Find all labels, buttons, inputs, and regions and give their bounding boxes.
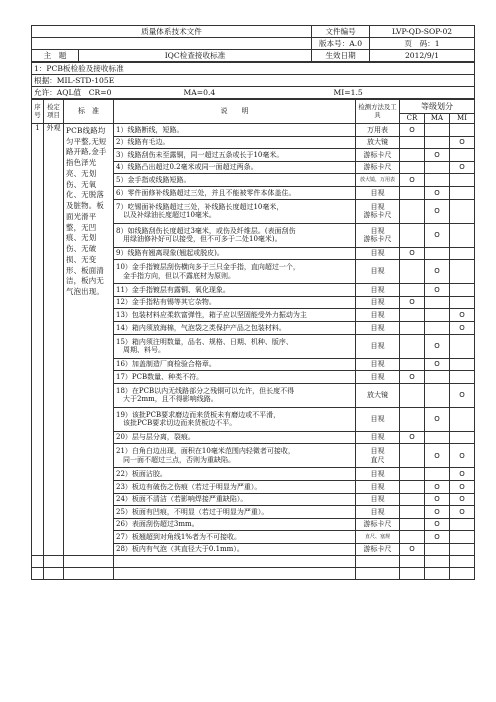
row-description: 6）零件面修补线路超过三处，并且不能被零件本体盖住。	[114, 186, 356, 199]
row-description: 26）表面刮伤超过3mm。	[114, 518, 356, 531]
subject-label: 主 题	[32, 50, 79, 62]
basis: 根据：MIL-STD-105E	[32, 75, 475, 87]
grade-ma-mark	[425, 371, 450, 384]
row-description: 9）线路有翘离现象(翘起或脱皮)。	[114, 247, 356, 260]
row-method: 目视	[356, 493, 400, 506]
grade-mi-mark: O	[450, 309, 475, 322]
grade-ma-mark: O	[425, 531, 450, 544]
grade-cr-mark	[400, 444, 425, 468]
grade-ma-mark: O	[425, 199, 450, 223]
grade-mi-mark	[450, 358, 475, 371]
row-method: 直尺、塞规	[356, 531, 400, 544]
grade-ma-mark: O	[425, 334, 450, 358]
grade-cr-mark	[400, 518, 425, 531]
row-method: 目视	[356, 321, 400, 334]
row-description: 23）板边有破伤之伤痕（若过于明显为严重）。	[114, 480, 356, 493]
blank-row	[32, 568, 475, 580]
group-item: 外观	[44, 124, 64, 556]
row-method: 目视 游标卡尺	[356, 199, 400, 223]
row-method: 目视	[356, 186, 400, 199]
row-method: 目视	[356, 506, 400, 519]
row-description: 13）包装材料应柔软富弹性，箱子应以坚固能受外力振动为主	[114, 309, 356, 322]
row-method: 目视	[356, 309, 400, 322]
grade-ma-mark	[425, 124, 450, 137]
row-method: 目视	[356, 480, 400, 493]
col-method: 检测方法及工具	[356, 100, 400, 124]
row-method: 目视	[356, 296, 400, 309]
grade-cr-mark	[400, 260, 425, 284]
effective-date: 2012/9/1	[370, 50, 475, 62]
row-method: 目视	[356, 431, 400, 444]
grade-mi-mark	[450, 296, 475, 309]
grade-ma-mark	[425, 309, 450, 322]
row-method: 放大镜	[356, 383, 400, 407]
row-description: 19）该批PCB要求磨边而来货板未有磨边或不平滑， 该批PCB要求切边而来货板边不平。	[114, 407, 356, 431]
grade-cr-mark	[400, 284, 425, 297]
col-seq: 序号	[32, 100, 44, 124]
version-label: 版本号：A.0	[312, 38, 370, 50]
col-ma: MA	[425, 114, 450, 124]
header-table	[31, 25, 475, 62]
row-description: 5）金手指或线路短路。	[114, 174, 356, 187]
row-method: 万用表	[356, 124, 400, 137]
col-desc: 说 明	[114, 100, 356, 124]
group-seq: 1	[32, 124, 44, 556]
doc-no-label: 文件编号	[312, 26, 370, 38]
row-description: 15）箱内须注明数量，品名、规格、日期、机种、版序、 周期、料号。	[114, 334, 356, 358]
table-row	[32, 124, 475, 137]
grade-mi-mark	[450, 531, 475, 544]
grade-mi-mark	[450, 407, 475, 431]
grade-cr-mark	[400, 506, 425, 519]
row-method: 目视	[356, 407, 400, 431]
grade-ma-mark: O	[425, 493, 450, 506]
grade-ma-mark: O	[425, 444, 450, 468]
subject: IQC检查接收标准	[79, 50, 312, 62]
row-description: 2）线路有毛边。	[114, 136, 356, 149]
row-method: 游标卡尺	[356, 543, 400, 556]
row-description: 17）PCB数量、种类不符。	[114, 371, 356, 384]
doc-no: LVP-QD-SOP-02	[370, 26, 475, 38]
grade-ma-mark: O	[425, 223, 450, 247]
info-table	[31, 62, 475, 99]
grade-mi-mark	[450, 199, 475, 223]
grade-mi-mark	[450, 149, 475, 162]
col-cr: CR	[400, 114, 425, 124]
grade-cr-mark: O	[400, 296, 425, 309]
grade-cr-mark	[400, 161, 425, 174]
grade-cr-mark	[400, 199, 425, 223]
grade-mi-mark	[450, 186, 475, 199]
grade-mi-mark	[450, 543, 475, 556]
grade-cr-mark: O	[400, 124, 425, 137]
row-description: 18）在PCB以内无线路部分之残铜可以允许，但长度不得 大于2mm，且不得影响线路。	[114, 383, 356, 407]
row-description: 12）金手指粘有锡等其它杂物。	[114, 296, 356, 309]
grade-cr-mark	[400, 531, 425, 544]
row-method: 游标卡尺	[356, 149, 400, 162]
col-grade: 等级划分	[400, 100, 475, 114]
grade-mi-mark: O	[450, 506, 475, 519]
grade-ma-mark: O	[425, 284, 450, 297]
row-description: 21）白角白边出现，面积在10毫米范围内轻微者可接收， 同一面不超过三点，否则为重缺陷。	[114, 444, 356, 468]
row-description: 11）金手指镀层有露铜、氧化现象。	[114, 284, 356, 297]
grade-mi-mark: O	[450, 493, 475, 506]
row-description: 16）加盖制造厂商检验合格章。	[114, 358, 356, 371]
row-description: 3）线路刮伤未至露铜，同一超过五条或长于10毫米。	[114, 149, 356, 162]
grade-cr-mark: O	[400, 247, 425, 260]
grade-mi-mark: O	[450, 468, 475, 481]
col-item: 检定项目	[44, 100, 64, 124]
grade-cr-mark	[400, 321, 425, 334]
col-standard: 标 准	[64, 100, 114, 124]
grade-cr-mark: O	[400, 543, 425, 556]
row-description: 27）板翘超到对角线1%者为不可接收。	[114, 531, 356, 544]
grade-ma-mark: O	[425, 186, 450, 199]
mi-value: MI=1.5	[332, 87, 475, 99]
grade-ma-mark: O	[425, 518, 450, 531]
grade-cr-mark	[400, 334, 425, 358]
grade-cr-mark	[400, 186, 425, 199]
row-method: 目视	[356, 468, 400, 481]
row-description: 28）板内有气泡（其直径大于0.1mm）。	[114, 543, 356, 556]
grade-mi-mark: O	[450, 383, 475, 407]
row-description: 8）如线路刮伤长度超过3毫米，或伤及纤维层。(表面刮伤 用绿油修补好可以接受，但不可多于二处10毫米)。	[114, 223, 356, 247]
page-label: 页 码：1	[370, 38, 475, 50]
row-description: 22）板面沾胶。	[114, 468, 356, 481]
row-method: 目视 直尺	[356, 444, 400, 468]
grade-mi-mark	[450, 223, 475, 247]
row-description: 14）箱内须放海棉，气泡袋之类保护产品之包装材料。	[114, 321, 356, 334]
blank-row	[32, 556, 475, 568]
grade-ma-mark: O	[425, 506, 450, 519]
rows-body	[32, 124, 475, 556]
row-method: 放大镜	[356, 136, 400, 149]
grade-cr-mark	[400, 493, 425, 506]
row-description: 20）层与层分离，裂痕。	[114, 431, 356, 444]
row-description: 25）板面有凹痕，不明显（若过于明显为严重）。	[114, 506, 356, 519]
grade-ma-mark	[425, 296, 450, 309]
grade-ma-mark: O	[425, 407, 450, 431]
grade-mi-mark	[450, 431, 475, 444]
row-description: 7）吃锡面补线路超过三处，补线路长度超过10毫米， 以及补绿油长度超过10毫米。	[114, 199, 356, 223]
effective-label: 生效日期	[312, 50, 370, 62]
row-method: 目视	[356, 334, 400, 358]
grade-cr-mark	[400, 358, 425, 371]
grade-cr-mark	[400, 223, 425, 247]
row-method: 游标卡尺	[356, 518, 400, 531]
grade-cr-mark: O	[400, 174, 425, 187]
row-method: 目视 游标卡尺	[356, 223, 400, 247]
row-description: 1）线路断线，短路。	[114, 124, 356, 137]
grade-mi-mark: O	[450, 321, 475, 334]
section-title: 1：PCB板检验及接收标准	[32, 63, 475, 75]
col-mi: MI	[450, 114, 475, 124]
grade-mi-mark	[450, 284, 475, 297]
group-standard: PCB线路均匀平整,无短路开路,金手指色泽光亮、无划伤、无氧化、无脱落及脏物。板面光滑平整，无凹痕、无划伤、无破损、无变形、板面清洁，板内无气泡出现。	[64, 124, 114, 556]
grade-ma-mark: O	[425, 149, 450, 162]
grade-cr-mark: O	[400, 371, 425, 384]
grade-cr-mark	[400, 309, 425, 322]
grade-ma-mark	[425, 321, 450, 334]
row-method: 目视	[356, 284, 400, 297]
grade-ma-mark	[425, 543, 450, 556]
grade-mi-mark: O	[450, 444, 475, 468]
grade-ma-mark	[425, 136, 450, 149]
grade-ma-mark	[425, 383, 450, 407]
system-doc-title: 质量体系技术文件	[32, 26, 312, 38]
grade-cr-mark	[400, 136, 425, 149]
row-method: 目视	[356, 371, 400, 384]
document-page	[31, 25, 474, 580]
grade-cr-mark	[400, 149, 425, 162]
grade-ma-mark	[425, 247, 450, 260]
grade-ma-mark	[425, 161, 450, 174]
row-method: 目视	[356, 358, 400, 371]
grade-mi-mark	[450, 334, 475, 358]
grade-mi-mark: O	[450, 480, 475, 493]
row-description: 4）线路凸出超过0.2毫米或同一面超过两条。	[114, 161, 356, 174]
grade-cr-mark	[400, 480, 425, 493]
grade-cr-mark: O	[400, 431, 425, 444]
grade-mi-mark	[450, 247, 475, 260]
grade-ma-mark	[425, 431, 450, 444]
grade-ma-mark: O	[425, 480, 450, 493]
grade-mi-mark	[450, 124, 475, 137]
grade-ma-mark	[425, 468, 450, 481]
grade-ma-mark: O	[425, 260, 450, 284]
row-method: 目视	[356, 260, 400, 284]
ma-value: MA=0.4	[182, 87, 332, 99]
row-method: 放大镜，万用表	[356, 174, 400, 187]
inspection-table	[31, 99, 475, 580]
grade-cr-mark	[400, 407, 425, 431]
row-description: 24）板面不清洁（若影响焊接严重缺陷）。	[114, 493, 356, 506]
row-method: 游标卡尺	[356, 161, 400, 174]
grade-mi-mark: O	[450, 136, 475, 149]
grade-mi-mark: O	[450, 161, 475, 174]
grade-ma-mark: O	[425, 358, 450, 371]
grade-mi-mark	[450, 518, 475, 531]
grade-cr-mark	[400, 383, 425, 407]
row-method: 目视	[356, 247, 400, 260]
row-description: 10）金手指镀层刮伤横向多于三只金手指，直向超过一个， 金手指方向，但以不露底材为原则。	[114, 260, 356, 284]
grade-mi-mark	[450, 260, 475, 284]
grade-mi-mark	[450, 371, 475, 384]
aql-label: 允许：AQL值 CR=0	[32, 87, 182, 99]
grade-cr-mark	[400, 468, 425, 481]
grade-ma-mark	[425, 174, 450, 187]
grade-mi-mark	[450, 174, 475, 187]
